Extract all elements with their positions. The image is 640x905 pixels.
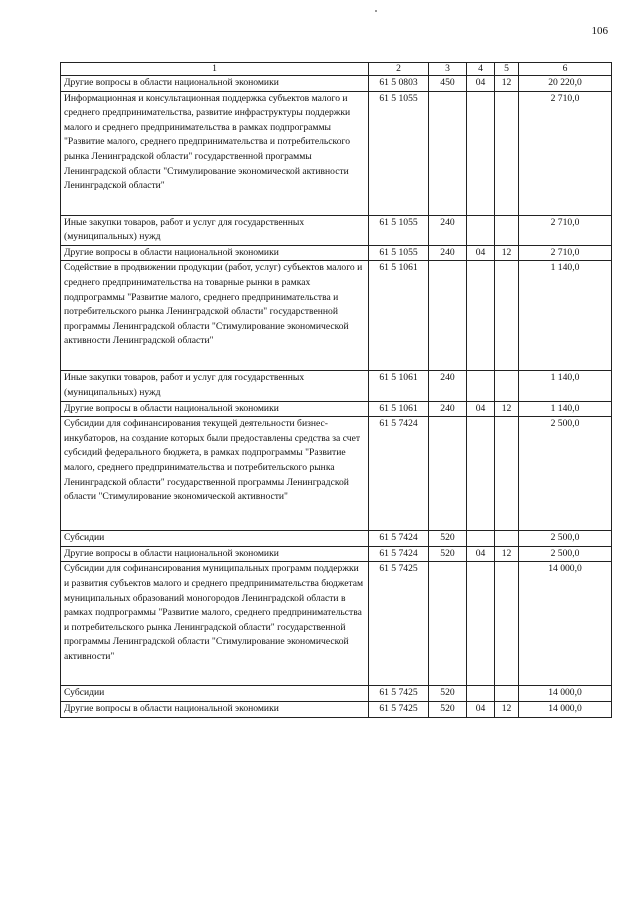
table-row [61,562,612,686]
page-number: 106 [591,25,608,37]
row-section-cell: 04 [467,701,495,717]
row-name-cell: Субсидии [61,686,369,702]
row-sum-cell: 2 710,0 [519,245,612,261]
row-code-cell: 61 5 1055 [369,245,429,261]
row-expense-type-cell: 240 [429,401,467,417]
row-code-cell: 61 5 1055 [369,91,429,215]
table-row [61,261,612,371]
table-row [61,531,612,547]
row-name-cell: Другие вопросы в области национальной экономики [61,701,369,717]
row-name-cell: Информационная и консультационная поддержка субъектов малого и среднего предпринимательства, развитие инфраструктуры поддержки малого и среднего предпринимательства в рамках подпрограммы "Развитие малого, среднего предпринимательства и потребительского рынка Ленинградской области" государственной программы Ленинградской области "Стимулирование экономической активности Ленинградской области" [61,91,369,215]
row-expense-type-cell [429,562,467,686]
row-code-cell: 61 5 7425 [369,562,429,686]
row-section-cell [467,417,495,531]
row-sum-cell: 20 220,0 [519,76,612,92]
row-sum-cell: 2 710,0 [519,215,612,245]
row-name-cell: Иные закупки товаров, работ и услуг для государственных (муниципальных) нужд [61,215,369,245]
row-expense-type-cell: 520 [429,701,467,717]
row-expense-type-cell: 520 [429,546,467,562]
table-row [61,91,612,215]
row-expense-type-cell: 520 [429,686,467,702]
row-code-cell: 61 5 1061 [369,261,429,371]
row-section-cell [467,91,495,215]
row-subsection-cell: 12 [495,546,519,562]
row-code-cell: 61 5 1061 [369,371,429,401]
row-subsection-cell [495,91,519,215]
row-expense-type-cell: 450 [429,76,467,92]
row-code-cell: 61 5 7424 [369,531,429,547]
table-header-row [61,63,612,76]
row-subsection-cell [495,531,519,547]
row-section-cell: 04 [467,401,495,417]
row-sum-cell: 14 000,0 [519,562,612,686]
row-sum-cell: 1 140,0 [519,261,612,371]
row-code-cell: 61 5 7425 [369,686,429,702]
row-subsection-cell: 12 [495,245,519,261]
row-section-cell [467,531,495,547]
row-code-cell: 61 5 1055 [369,215,429,245]
row-section-cell [467,215,495,245]
row-expense-type-cell: 240 [429,245,467,261]
column-header: 2 [369,63,429,76]
row-section-cell [467,261,495,371]
row-expense-type-cell: 520 [429,531,467,547]
column-header: 4 [467,63,495,76]
row-sum-cell: 2 500,0 [519,417,612,531]
table-row [61,245,612,261]
table-row [61,417,612,531]
row-section-cell: 04 [467,245,495,261]
row-code-cell: 61 5 7424 [369,417,429,531]
row-section-cell [467,371,495,401]
row-subsection-cell: 12 [495,401,519,417]
column-header: 3 [429,63,467,76]
row-sum-cell: 2 500,0 [519,546,612,562]
row-section-cell [467,562,495,686]
row-expense-type-cell: 240 [429,371,467,401]
row-name-cell: Другие вопросы в области национальной экономики [61,76,369,92]
row-expense-type-cell: 240 [429,215,467,245]
row-name-cell: Субсидии для софинансирования муниципальных программ поддержки и развития субъектов малого и среднего предпринимательства бюджетам муниципальных образований моногородов Ленинградской области в рамках подпрограммы "Развитие малого, среднего предпринимательства и потребительского рынка Ленинградской области" государственной программы Ленинградской области "Стимулирование экономической активности" [61,562,369,686]
row-subsection-cell [495,215,519,245]
row-subsection-cell [495,562,519,686]
row-sum-cell: 2 710,0 [519,91,612,215]
row-subsection-cell [495,371,519,401]
row-section-cell: 04 [467,76,495,92]
row-subsection-cell [495,686,519,702]
column-header: 1 [61,63,369,76]
row-name-cell: Другие вопросы в области национальной экономики [61,401,369,417]
row-section-cell [467,686,495,702]
table-row [61,686,612,702]
row-sum-cell: 1 140,0 [519,401,612,417]
row-sum-cell: 1 140,0 [519,371,612,401]
row-subsection-cell: 12 [495,76,519,92]
table-row [61,401,612,417]
row-name-cell: Иные закупки товаров, работ и услуг для государственных (муниципальных) нужд [61,371,369,401]
row-sum-cell: 2 500,0 [519,531,612,547]
row-name-cell: Субсидии [61,531,369,547]
row-code-cell: 61 5 0803 [369,76,429,92]
row-code-cell: 61 5 7424 [369,546,429,562]
table-row [61,215,612,245]
scan-speck [375,10,377,12]
row-sum-cell: 14 000,0 [519,686,612,702]
row-name-cell: Другие вопросы в области национальной экономики [61,546,369,562]
row-expense-type-cell [429,91,467,215]
row-name-cell: Содействие в продвижении продукции (работ, услуг) субъектов малого и среднего предпринимательства на товарные рынки в рамках подпрограммы "Развитие малого, среднего предпринимательства и потребительского рынка Ленинградской области" государственной программы Ленинградской области "Стимулирование экономической активности Ленинградской области" [61,261,369,371]
column-header: 5 [495,63,519,76]
budget-table [60,62,612,718]
table-row [61,371,612,401]
column-header: 6 [519,63,612,76]
table-body [61,76,612,718]
row-section-cell: 04 [467,546,495,562]
row-sum-cell: 14 000,0 [519,701,612,717]
table-row [61,701,612,717]
row-code-cell: 61 5 1061 [369,401,429,417]
row-subsection-cell [495,261,519,371]
row-expense-type-cell [429,261,467,371]
table-row [61,546,612,562]
row-expense-type-cell [429,417,467,531]
row-subsection-cell: 12 [495,701,519,717]
table-row [61,76,612,92]
row-name-cell: Субсидии для софинансирования текущей деятельности бизнес-инкубаторов, на создание которых были предоставлены средства за счет субсидий федерального бюджета, в рамках подпрограммы "Развитие малого, среднего предпринимательства и потребительского рынка Ленинградской области" государственной программы Ленинградской области "Стимулирование экономической активности" [61,417,369,531]
row-code-cell: 61 5 7425 [369,701,429,717]
row-subsection-cell [495,417,519,531]
row-name-cell: Другие вопросы в области национальной экономики [61,245,369,261]
